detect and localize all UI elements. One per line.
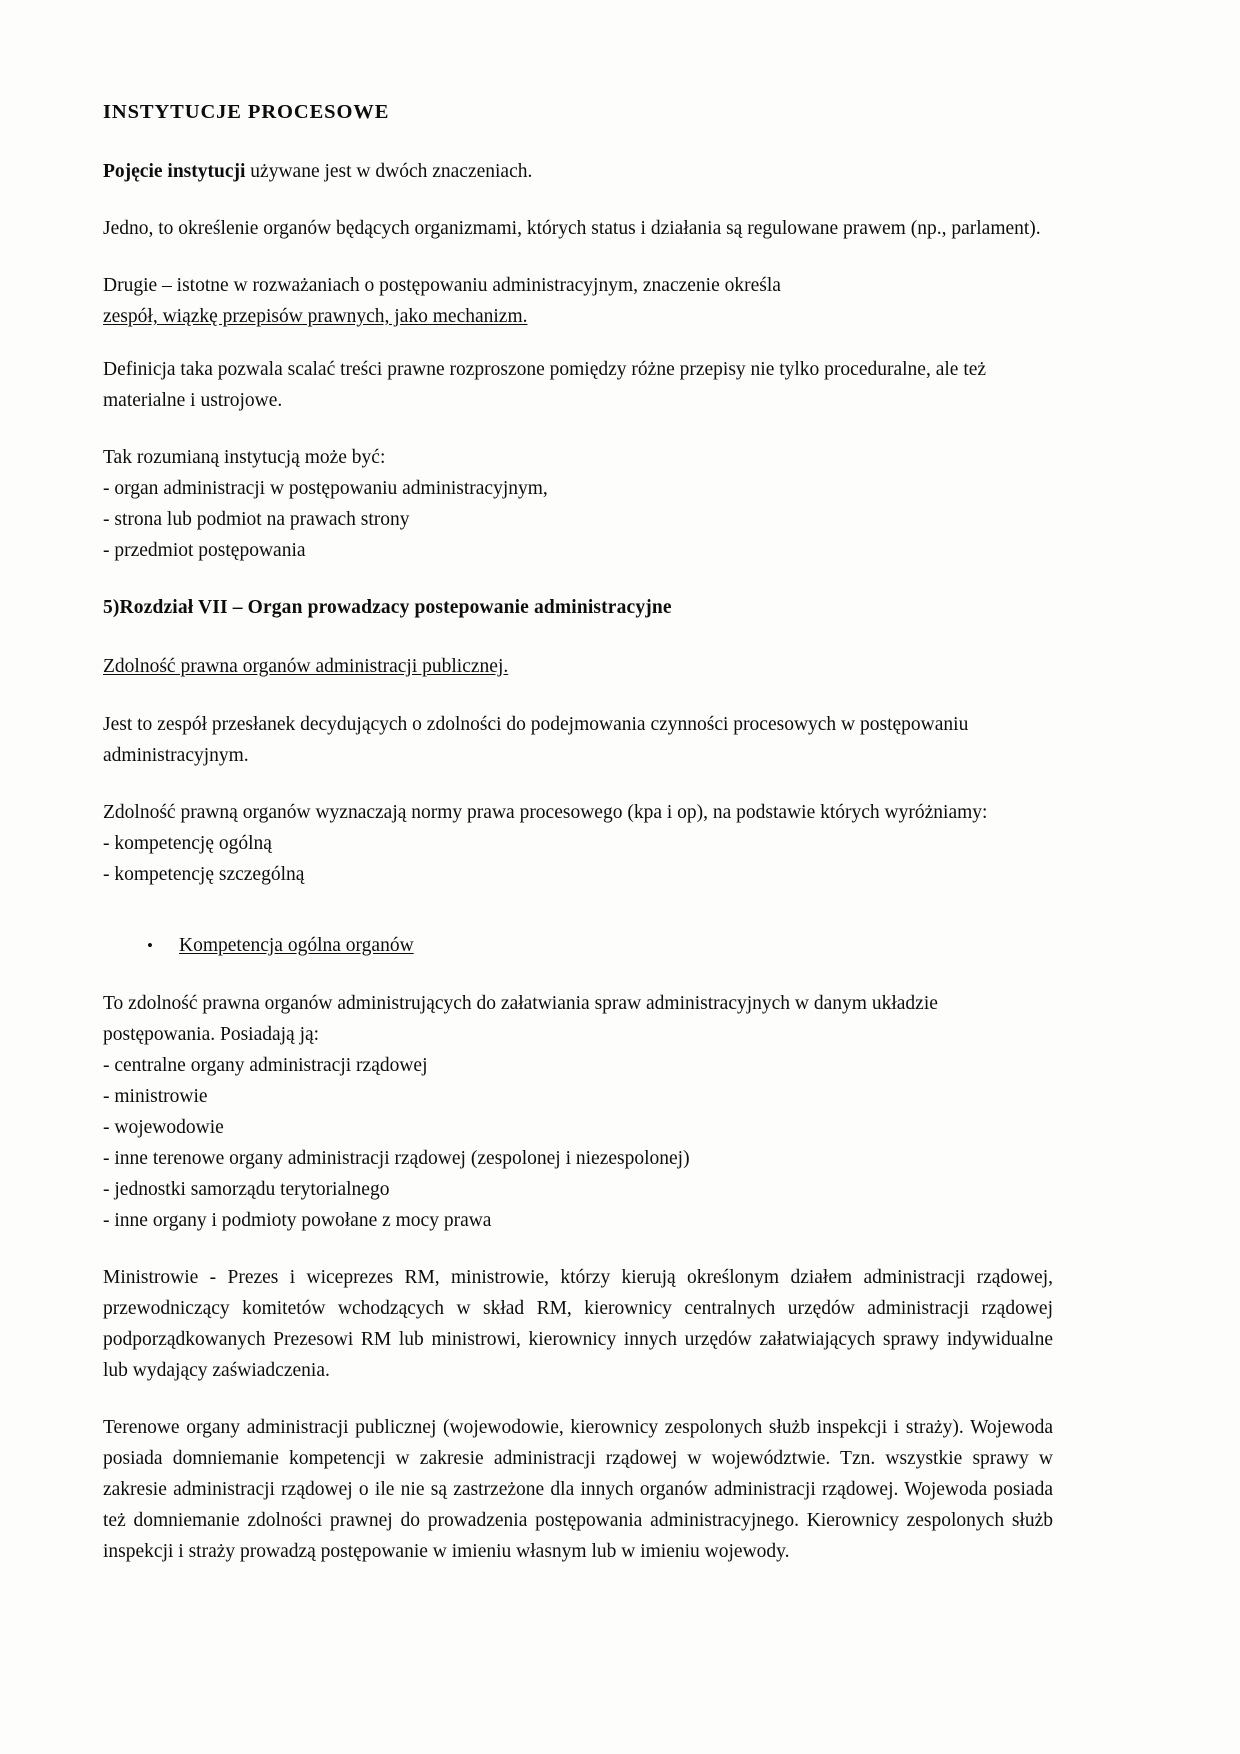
list-item: - inne terenowe organy administracji rządowej (zespolonej i niezespolonej) xyxy=(103,1147,690,1169)
list-intro-zdolnosc-prawna-normy: Zdolność prawną organów wyznaczają normy prawa procesowego (kpa i op), na podstawie których wyróżniamy: xyxy=(103,801,988,823)
list-intro-to-zdolnosc-prawna: To zdolność prawna organów administrujących do załatwiania spraw administracyjnych w danym układzie postępowania. Posiadają ją: xyxy=(103,992,938,1045)
page-title xyxy=(103,100,1053,126)
list-item: - inne organy i podmioty powołane z mocy prawa xyxy=(103,1209,492,1231)
list-item: - jednostki samorządu terytorialnego xyxy=(103,1178,390,1200)
underlined-zdolnosc-prawna: Zdolność prawna organów administracji publicznej. xyxy=(103,655,509,677)
section-heading-rozdzial-vii: 5)Rozdział VII – Organ prowadzacy postepowanie administracyjne xyxy=(103,596,672,618)
paragraph-ministrowie: Ministrowie - Prezes i wiceprezes RM, ministrowie, którzy kierują określonym działem administracji rządowej, przewodniczący komitetów wchodzących w skład RM, kierownicy centralnych urzędów administracji rządowej podporządkowanych Prezesowi RM lub ministrowi, kierownicy innych urzędów załatwiających sprawy indywidualne lub wydający zaświadczenia. xyxy=(103,1266,1053,1381)
list-item: - wojewodowie xyxy=(103,1116,224,1138)
list-item: - przedmiot postępowania xyxy=(103,539,306,561)
paragraph-terenowe-organy: Terenowe organy administracji publicznej (wojewodowie, kierownicy zespolonych służb inspekcji i straży). Wojewoda posiada domniemanie kompetencji w zakresie administracji rządowej w województwie. Tzn. wszystkie sprawy w zakresie administracji rządowej o ile nie są zastrzeżone dla innych organów administracji rządowej. Wojewoda posiada też domniemanie zdolności prawnej do prowadzenia postępowania administracyjnego. Kierownicy zespolonych służb inspekcji i straży prowadzą postępowanie w imieniu własnym lub w imieniu wojewody. xyxy=(103,1416,1053,1562)
document-body xyxy=(103,100,1053,1593)
list-item: - organ administracji w postępowaniu administracyjnym, xyxy=(103,477,548,499)
list-item: - strona lub podmiot na prawach strony xyxy=(103,508,410,530)
bullet-kompetencja-ogolna-organow xyxy=(103,930,1053,961)
list-kompetencje xyxy=(103,828,1053,890)
spacer xyxy=(103,916,1053,930)
paragraph-drugie-znaczenie xyxy=(103,270,1053,332)
paragraph-definicja-taka: Definicja taka pozwala scalać treści prawne rozproszone pomiędzy różne przepisy nie tylko proceduralne, ale też materialne i ustrojowe. xyxy=(103,358,987,411)
lead-rest-text: używane jest w dwóch znaczeniach. xyxy=(245,160,533,182)
list-intro-tak-rozumiana: Tak rozumianą instytucją może być: xyxy=(103,446,386,468)
bullet-label-underlined: Kompetencja ogólna organów xyxy=(179,934,414,956)
bullet-dot-icon xyxy=(147,930,179,961)
paragraph-pojecie-instytucji xyxy=(103,156,1053,187)
list-item: - kompetencję szczególną xyxy=(103,863,305,885)
paragraph-jest-to-zespol: Jest to zespół przesłanek decydujących o zdolności do podejmowania czynności procesowych w postępowaniu administracyjnym. xyxy=(103,713,969,766)
subheading-zdolnosc-prawna xyxy=(103,651,1053,682)
list-organy-posiadajace-kompetencje xyxy=(103,1050,1053,1236)
list-instytucja-moze-byc xyxy=(103,473,1053,566)
spacer xyxy=(103,332,1053,354)
list-item: - kompetencję ogólną xyxy=(103,832,272,854)
paragraph-jedno-okreslenie: Jedno, to określenie organów będących organizmami, których status i działania są regulowane prawem (np., parlament). xyxy=(103,217,1041,239)
lead-bold-phrase: Pojęcie instytucji xyxy=(103,160,246,182)
list-item: - centralne organy administracji rządowej xyxy=(103,1054,428,1076)
page-title-text: INSTYTUCJE PROCESOWE xyxy=(103,101,390,123)
drugie-line-text: Drugie – istotne w rozważaniach o postępowaniu administracyjnym, znaczenie określa xyxy=(103,274,781,296)
underlined-zespol-wiazke: zespół, wiązkę przepisów prawnych, jako mechanizm. xyxy=(103,305,528,327)
list-item: - ministrowie xyxy=(103,1085,208,1107)
